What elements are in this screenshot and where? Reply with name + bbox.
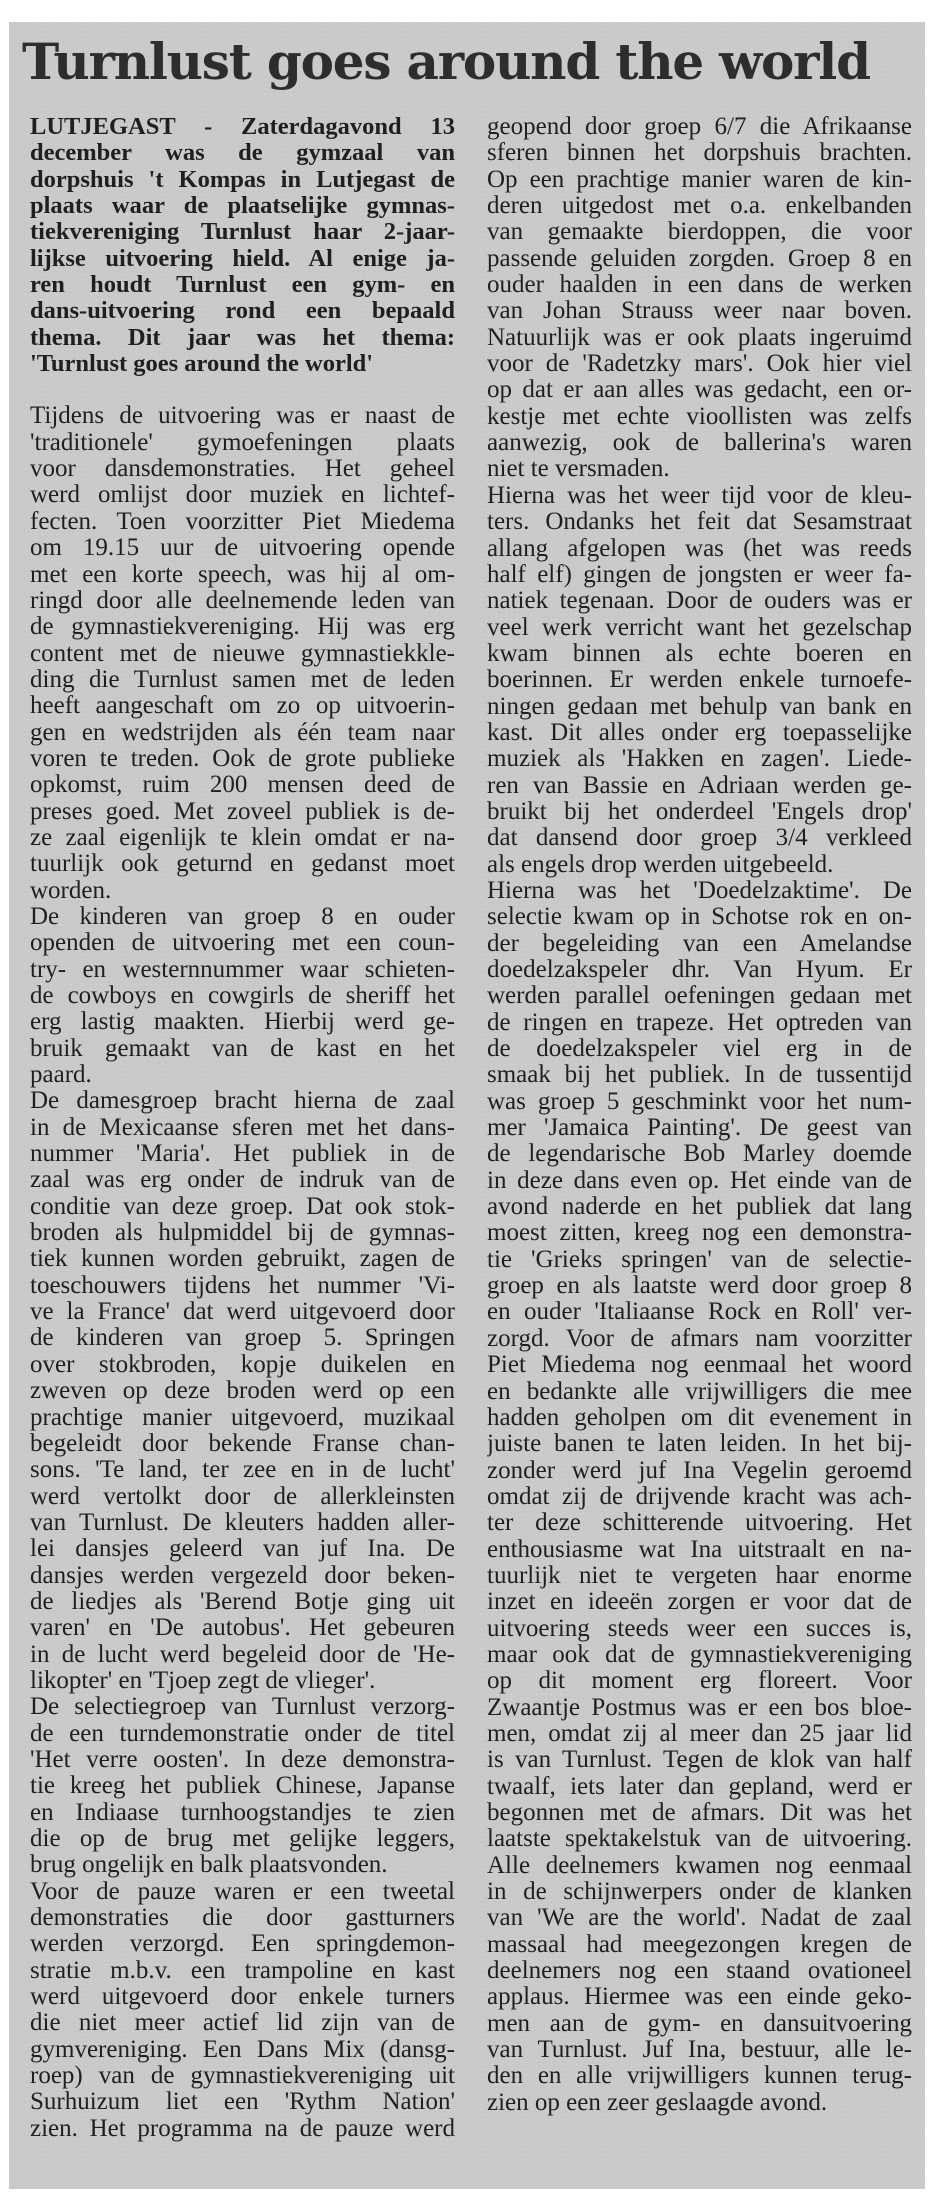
text-line: de cowboys en cowgirls de sheriff het — [30, 983, 455, 1009]
text-line: december was de gymzaal van — [30, 140, 455, 167]
text-line: die niet meer actief lid zijn van de — [30, 2010, 455, 2037]
text-line: Piet Miedema nog eenmaal het woord — [487, 1352, 912, 1379]
text-line: tiek kunnen worden gebruikt, zagen de — [30, 1246, 455, 1273]
text-line: ve la France' dat werd uitgevoerd door — [30, 1299, 455, 1326]
text-line: dorpshuis 't Kompas in Lutjegast de — [30, 166, 455, 193]
text-line: aanwezig, ook de ballerina's waren — [487, 430, 912, 457]
text-line: men, omdat zij al meer dan 25 jaar lid — [487, 1720, 912, 1747]
text-line: deelnemers nog een staand ovationeel — [487, 1958, 912, 1985]
text-line: De selectiegroep van Turnlust verzorg- — [30, 1694, 455, 1721]
text-line: de ringen en trapeze. Het optreden van — [487, 1009, 912, 1036]
article-column-left — [30, 114, 455, 2142]
text-line: ningen gedaan met behulp van bank en — [487, 693, 912, 720]
paragraph-gap — [30, 377, 455, 403]
article-lead — [30, 114, 455, 377]
text-line: de een turndemonstratie onder de titel — [30, 1720, 455, 1747]
text-line: muziek als 'Hakken en zagen'. Liede- — [487, 746, 912, 773]
text-line: half elf) gingen de jongsten er weer fa- — [487, 561, 912, 588]
text-line: bruikt bij het onderdeel 'Engels drop' — [487, 798, 912, 825]
article-column-right — [487, 114, 912, 2116]
text-line: ren houdt Turnlust een gym- en — [30, 272, 455, 299]
text-line: ringd door alle deelnemende leden van — [30, 587, 455, 614]
text-line: brug ongelijk en balk plaatsvonden. — [30, 1852, 388, 1879]
text-line: juiste banen te laten leiden. In het bij- — [487, 1431, 912, 1458]
text-line: opkomst, ruim 200 mensen deed de — [30, 772, 455, 799]
text-line: werd omlijst door muziek en lichtef- — [30, 482, 455, 509]
text-line: likopter' en 'Tjoep zegt de vlieger'. — [30, 1667, 376, 1694]
text-line: massaal had meegezongen kregen de — [487, 1931, 912, 1958]
text-line: bruik gemaakt van de kast en het — [30, 1035, 455, 1062]
text-line: Op een prachtige manier waren de kin- — [487, 166, 912, 193]
text-line: Natuurlijk was er ook plaats ingeruimd — [487, 324, 912, 351]
text-line: 'traditionele' gymoefeningen plaats — [30, 429, 455, 456]
text-line: tie 'Grieks springen' van de selectie- — [487, 1246, 912, 1273]
text-line: die op de brug met gelijke leggers, — [30, 1826, 455, 1852]
text-line: van Turnlust. De kleuters hadden aller- — [30, 1509, 455, 1536]
text-line: in de lucht werd begeleid door de 'He- — [30, 1641, 455, 1668]
text-line: paard. — [30, 1062, 92, 1089]
text-line: werden parallel oefeningen gedaan met — [487, 983, 912, 1010]
text-line: in deze dans even op. Het einde van de — [487, 1167, 912, 1194]
text-line: de liedjes als 'Berend Botje ging uit — [30, 1588, 455, 1615]
text-line: van Turnlust. Juf Ina, bestuur, alle le- — [487, 2037, 912, 2064]
text-line: ters. Ondanks het feit dat Sesamstraat — [487, 509, 912, 536]
text-line: smaak bij het publiek. In de tussentijd — [487, 1062, 912, 1089]
text-line: doedelzakspeler dhr. Van Hyum. Er — [487, 957, 912, 983]
text-line: zien. Het programma na de pauze werd — [30, 2115, 455, 2142]
text-line: tie kreeg het publiek Chinese, Japanse — [30, 1773, 455, 1800]
text-line: van 'We are the world'. Nadat de zaal — [487, 1905, 912, 1932]
text-line: Voor de pauze waren er een tweetal — [30, 1878, 455, 1905]
text-line: men aan de gym- en dansuitvoering — [487, 2010, 912, 2037]
text-line: dat dansend door groep 3/4 verkleed — [487, 825, 912, 852]
text-line: zonder werd juf Ina Vegelin geroemd — [487, 1457, 912, 1484]
text-line: allang afgelopen was (het was reeds — [487, 535, 912, 562]
text-line: werd uitgevoerd door enkele turners — [30, 1984, 455, 2011]
text-line: op dat er aan alles was gedacht, een or- — [487, 377, 912, 404]
text-line: van Johan Strauss weer naar boven. — [487, 298, 912, 325]
text-line: Tijdens de uitvoering was er naast de — [30, 403, 455, 430]
text-line: laatste spektakelstuk van de uitvoering. — [487, 1826, 912, 1853]
text-line: demonstraties die door gastturners — [30, 1905, 455, 1932]
text-line: heeft aangeschaft om zo op uitvoerin- — [30, 693, 455, 720]
text-line: mer 'Jamaica Painting'. De geest van — [487, 1115, 912, 1142]
text-line: worden. — [30, 877, 112, 904]
text-line: twaalf, iets later dan gepland, werd er — [487, 1773, 912, 1800]
text-line: selectie kwam op in Schotse rok en on- — [487, 904, 912, 931]
text-line: Hierna was het 'Doedelzaktime'. De — [487, 877, 912, 904]
text-line: als engels drop werden uitgebeeld. — [487, 851, 834, 878]
text-line: zorgd. Voor de afmars nam voorzitter — [487, 1325, 912, 1352]
text-line: toeschouwers tijdens het nummer 'Vi- — [30, 1272, 455, 1299]
text-line: voor de 'Radetzky mars'. Ook hier viel — [487, 351, 912, 378]
text-line: zaal was erg onder de indruk van de — [30, 1167, 455, 1194]
text-line: gymvereniging. Een Dans Mix (dansg- — [30, 2036, 455, 2063]
text-line: op dit moment erg floreert. Voor — [487, 1668, 912, 1695]
text-line: geopend door groep 6/7 die Afrikaanse — [487, 114, 912, 140]
text-line: nummer 'Maria'. Het publiek in de — [30, 1141, 455, 1168]
text-line: omdat zij de drijvende kracht was ach- — [487, 1483, 912, 1510]
text-line: begonnen met de afmars. Dit was het — [487, 1800, 912, 1826]
text-line: fecten. Toen voorzitter Piet Miedema — [30, 508, 455, 535]
text-line: sferen binnen het dorpshuis brachten. — [487, 140, 912, 167]
text-line: uitvoering steeds weer een succes is, — [487, 1615, 912, 1642]
text-line: applaus. Hiermee was een einde geko- — [487, 1984, 912, 2011]
text-line: maar ook dat de gymnastiekvereniging — [487, 1641, 912, 1668]
text-line: werd vertolkt door de allerkleinsten — [30, 1483, 455, 1510]
text-line: Zwaantje Postmus was er een bos bloe- — [487, 1694, 912, 1721]
text-line: LUTJEGAST - Zaterdagavond 13 — [30, 114, 455, 140]
text-line: gen en wedstrijden als één team naar — [30, 719, 455, 746]
text-line: niet te versmaden. — [487, 456, 670, 483]
text-line: werden verzorgd. Een springdemon- — [30, 1931, 455, 1958]
text-line: dans-uitvoering rond een bepaald — [30, 298, 455, 325]
text-line: avond naderde en het publiek dat lang — [487, 1194, 912, 1221]
text-line: Alle deelnemers kwamen nog eenmaal — [487, 1852, 912, 1879]
article-body-left — [30, 403, 455, 2142]
text-line: tuurlijk niet te vergeten haar enorme — [487, 1562, 912, 1589]
text-line: veel werk verricht want het gezelschap — [487, 614, 912, 641]
text-line: stratie m.b.v. een trampoline en kast — [30, 1957, 455, 1984]
text-line: 'Turnlust goes around the world' — [30, 351, 374, 378]
text-line: was groep 5 geschminkt voor het num- — [487, 1088, 912, 1115]
text-line: zien op een zeer geslaagde avond. — [487, 2089, 828, 2116]
text-line: preses goed. Met zoveel publiek is de- — [30, 798, 455, 825]
text-line: en ouder 'Italiaanse Rock en Roll' ver- — [487, 1299, 912, 1326]
text-line: van gemaakte bierdoppen, die voor — [487, 219, 912, 246]
text-line: is van Turnlust. Tegen de klok van half — [487, 1747, 912, 1774]
text-line: den en alle vrijwilligers kunnen terug- — [487, 2063, 912, 2090]
text-line: voren te treden. Ook de grote publieke — [30, 745, 455, 772]
text-line: erg lastig maakten. Hierbij werd ge- — [30, 1009, 455, 1036]
text-line: thema. Dit jaar was het thema: — [30, 324, 455, 351]
text-line: ter deze schitterende uitvoering. Het — [487, 1510, 912, 1537]
text-line: plaats waar de plaatselijke gymnas- — [30, 193, 455, 220]
text-line: kestje met echte vioollisten was zelfs — [487, 403, 912, 430]
text-line: natiek tegenaan. Door de ouders was er — [487, 588, 912, 615]
text-line: sons. 'Te land, ter zee en in de lucht' — [30, 1457, 455, 1484]
text-line: in de Mexicaanse sferen met het dans- — [30, 1114, 455, 1141]
text-line: de legendarische Bob Marley doemde — [487, 1141, 912, 1168]
text-line: Hierna was het weer tijd voor de kleu- — [487, 482, 912, 509]
text-line: deren uitgedost met o.a. enkelbanden — [487, 193, 912, 220]
text-line: tuurlijk ook geturnd en gedanst moet — [30, 851, 455, 878]
text-line: in de schijnwerpers onder de klanken — [487, 1879, 912, 1906]
text-line: try- en westernnummer waar schieten- — [30, 956, 455, 983]
text-line: De damesgroep bracht hierna de zaal — [30, 1088, 455, 1115]
article-headline: Turnlust goes around the world — [22, 32, 870, 91]
text-line: de kinderen van groep 5. Springen — [30, 1325, 455, 1352]
text-line: tiekvereniging Turnlust haar 2-jaar- — [30, 219, 455, 246]
text-line: passende geluiden zorgden. Groep 8 en — [487, 245, 912, 272]
text-line: boerinnen. Er werden enkele turnoefe- — [487, 667, 912, 694]
text-line: de gymnastiekvereniging. Hij was erg — [30, 614, 455, 641]
text-line: ouder haalden in een dans de werken — [487, 272, 912, 299]
text-line: ren van Bassie en Adriaan werden ge- — [487, 772, 912, 799]
text-line: conditie van deze groep. Dat ook stok- — [30, 1193, 455, 1220]
text-line: en bedankte alle vrijwilligers die mee — [487, 1378, 912, 1405]
text-line: met een korte speech, was hij al om- — [30, 561, 455, 588]
text-line: dansjes werden vergezeld door beken- — [30, 1562, 455, 1589]
text-line: inzet en ideeën zorgen er voor dat de — [487, 1589, 912, 1616]
text-line: voor dansdemonstraties. Het geheel — [30, 456, 455, 483]
text-line: groep en als laatste werd door groep 8 — [487, 1273, 912, 1300]
text-line: prachtige manier uitgevoerd, muzikaal — [30, 1404, 455, 1431]
text-line: over stokbroden, kopje duikelen en — [30, 1351, 455, 1378]
text-line: lei dansjes geleerd van juf Ina. De — [30, 1536, 455, 1563]
text-line: Surhuizum liet een 'Rythm Nation' — [30, 2089, 455, 2116]
text-line: roep) van de gymnastiekvereniging uit — [30, 2063, 455, 2090]
text-line: zweven op deze broden werd op een — [30, 1378, 455, 1405]
text-line: broden als hulpmiddel bij de gymnas- — [30, 1220, 455, 1247]
text-line: 'Het verre oosten'. In deze demonstra- — [30, 1746, 455, 1773]
text-line: moest zitten, kreeg nog een demonstra- — [487, 1220, 912, 1247]
text-line: om 19.15 uur de uitvoering opende — [30, 535, 455, 562]
text-line: openden de uitvoering met een coun- — [30, 930, 455, 957]
text-line: content met de nieuwe gymnastiekkle- — [30, 640, 455, 667]
text-line: ding die Turnlust samen met de leden — [30, 666, 455, 693]
text-line: hadden geholpen om dit evenement in — [487, 1404, 912, 1431]
text-line: en Indiaase turnhoogstandjes te zien — [30, 1799, 455, 1826]
text-line: kwam binnen als echte boeren en — [487, 640, 912, 667]
text-line: varen' en 'De autobus'. Het gebeuren — [30, 1615, 455, 1642]
text-line: De kinderen van groep 8 en ouder — [30, 903, 455, 930]
text-line: ze zaal eigenlijk te klein omdat er na- — [30, 824, 455, 851]
text-line: kast. Dit alles onder erg toepasselijke — [487, 719, 912, 746]
text-line: begeleidt door bekende Franse chan- — [30, 1430, 455, 1457]
text-line: enthousiasme wat Ina uitstraalt en na- — [487, 1536, 912, 1563]
article-body-right — [487, 114, 912, 2116]
text-line: de doedelzakspeler viel erg in de — [487, 1036, 912, 1063]
text-line: lijkse uitvoering hield. Al enige ja- — [30, 245, 455, 272]
text-line: der begeleiding van een Amelandse — [487, 930, 912, 957]
